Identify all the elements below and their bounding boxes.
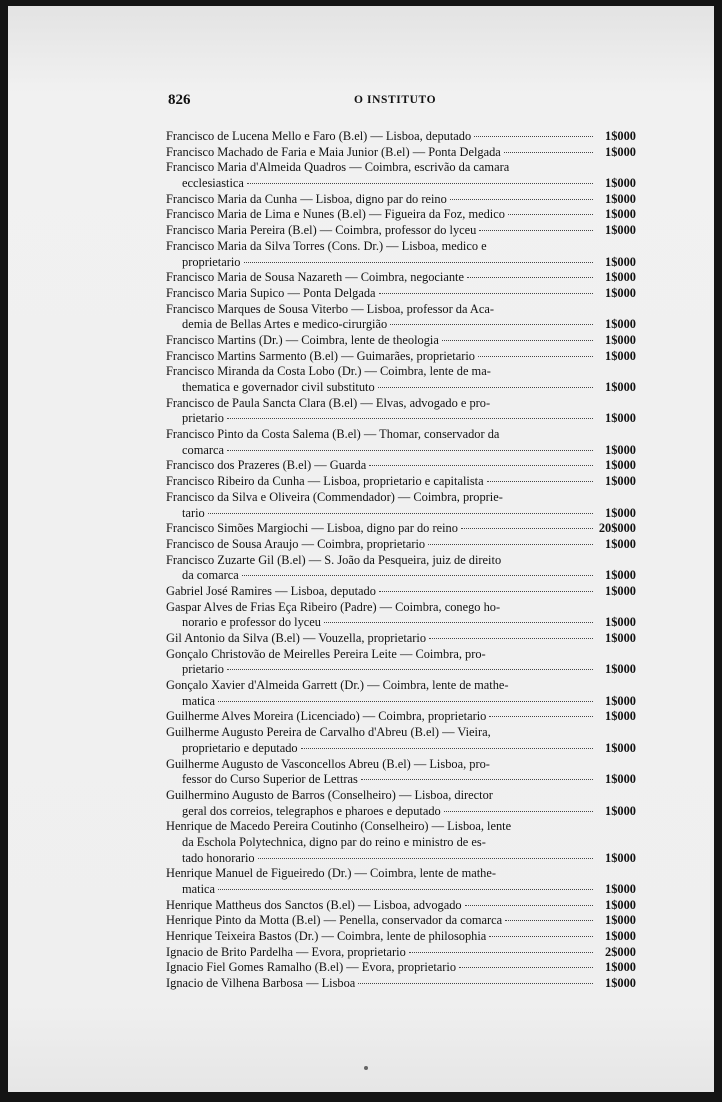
dot-leader <box>428 544 593 545</box>
entry-amount: 1$000 <box>605 631 636 645</box>
print-mark <box>364 1066 368 1070</box>
list-item <box>166 129 636 145</box>
dot-leader <box>390 324 593 325</box>
entry-text: tario <box>182 505 205 520</box>
list-item <box>166 647 636 663</box>
list-item <box>166 474 636 490</box>
entry-text: Francisco Maria da Cunha — Lisboa, digno par do reino <box>166 191 447 206</box>
entry-amount: 1$000 <box>605 442 636 457</box>
entry-text: Francisco dos Prazeres (B.el) — Guarda <box>166 458 367 473</box>
entry-amount: 1$000 <box>605 913 636 928</box>
list-item <box>166 757 636 773</box>
entry-text: tado honorario <box>182 850 255 865</box>
entry-text: Francisco Maria de Lima e Nunes (B.el) — Figueira da Foz, medico <box>166 207 505 222</box>
entry-amount: 1$000 <box>605 317 636 332</box>
entry-text: Henrique Manuel de Figueiredo (Dr.) — Coimbra, lente de mathe- <box>166 866 496 881</box>
entry-text: Francisco Maria da Silva Torres (Cons. Dr.) — Lisboa, medico e <box>166 238 487 253</box>
running-title: O INSTITUTO <box>354 94 437 106</box>
dot-leader <box>227 450 593 451</box>
book-page <box>8 6 714 1092</box>
entry-text: Ignacio Fiel Gomes Ramalho (B.el) — Evora, proprietario <box>166 960 457 975</box>
entry-text: Francisco de Paula Sancta Clara (B.el) — Elvas, advogado e pro- <box>166 395 491 410</box>
entry-text: demia de Bellas Artes e medico-cirurgião <box>182 317 388 332</box>
dot-leader <box>208 513 593 514</box>
dot-leader <box>409 952 593 953</box>
entry-amount: 1$000 <box>605 976 636 991</box>
dot-leader <box>258 858 593 859</box>
entry-amount: 1$000 <box>605 960 636 975</box>
dot-leader <box>369 465 593 466</box>
list-item <box>166 537 636 553</box>
list-item <box>166 882 636 898</box>
entry-text: Francisco Martins Sarmento (B.el) — Guimarães, proprietario <box>166 348 475 363</box>
entry-text: prietario <box>182 662 224 677</box>
entry-text: proprietario e deputado <box>182 740 298 755</box>
entry-amount: 1$000 <box>605 458 636 473</box>
dot-leader <box>358 983 593 984</box>
entry-text: Gonçalo Christovão de Meirelles Pereira Leite — Coimbra, pro- <box>166 646 486 661</box>
entry-amount: 1$000 <box>605 568 636 583</box>
dot-leader <box>218 701 593 702</box>
dot-leader <box>227 669 593 670</box>
list-item <box>166 819 636 835</box>
entry-text: Francisco da Silva e Oliveira (Commendador) — Coimbra, proprie- <box>166 489 503 504</box>
dot-leader <box>218 889 593 890</box>
list-item <box>166 239 636 255</box>
entry-amount: 2$000 <box>605 944 636 959</box>
subscriber-list <box>166 129 636 992</box>
entry-text: Francisco Maria Pereira (B.el) — Coimbra, professor do lyceu <box>166 223 477 238</box>
entry-text: Guilherme Augusto de Vasconcellos Abreu (B.el) — Lisboa, pro- <box>166 756 490 771</box>
list-item <box>166 662 636 678</box>
list-item <box>166 302 636 318</box>
list-item <box>166 145 636 161</box>
list-item <box>166 866 636 882</box>
entry-text: Francisco de Sousa Araujo — Coimbra, proprietario <box>166 536 426 551</box>
dot-leader <box>429 638 593 639</box>
dot-leader <box>442 340 593 341</box>
list-item <box>166 725 636 741</box>
list-item <box>166 192 636 208</box>
list-item <box>166 396 636 412</box>
entry-text: Gabriel José Ramires — Lisboa, deputado <box>166 583 376 598</box>
entry-text: Francisco Simões Margiochi — Lisboa, digno par do reino <box>166 521 458 536</box>
dot-leader <box>505 920 593 921</box>
list-item <box>166 804 636 820</box>
list-item <box>166 349 636 365</box>
entry-text: proprietario <box>182 254 241 269</box>
dot-leader <box>461 528 593 529</box>
list-item <box>166 600 636 616</box>
entry-amount: 20$000 <box>598 521 636 536</box>
list-item <box>166 553 636 569</box>
entry-amount: 1$000 <box>605 505 636 520</box>
entry-text: Gonçalo Xavier d'Almeida Garrett (Dr.) — Coimbra, lente de mathe- <box>166 678 509 693</box>
list-item <box>166 427 636 443</box>
entry-amount: 1$000 <box>605 740 636 755</box>
page-header <box>158 92 628 112</box>
entry-amount: 1$000 <box>605 709 636 724</box>
dot-leader <box>450 199 593 200</box>
entry-text: Ignacio de Vilhena Barbosa — Lisboa <box>166 976 356 991</box>
list-item <box>166 255 636 271</box>
entry-text: Francisco Miranda da Costa Lobo (Dr.) — Coimbra, lente de ma- <box>166 364 491 379</box>
entry-amount: 1$000 <box>605 803 636 818</box>
entry-amount: 1$000 <box>605 772 636 787</box>
list-item <box>166 443 636 459</box>
dot-leader <box>489 716 593 717</box>
list-item <box>166 176 636 192</box>
list-item <box>166 568 636 584</box>
entry-text: geral dos correios, telegraphos e pharoes e deputado <box>182 803 441 818</box>
entry-text: matica <box>182 693 216 708</box>
dot-leader <box>227 418 593 419</box>
entry-amount: 1$000 <box>605 615 636 630</box>
dot-leader <box>379 591 593 592</box>
list-item <box>166 615 636 631</box>
list-item <box>166 960 636 976</box>
list-item <box>166 286 636 302</box>
entry-amount: 1$000 <box>605 411 636 426</box>
entry-amount: 1$000 <box>605 474 636 489</box>
entry-text: fessor do Curso Superior de Lettras <box>182 772 358 787</box>
list-item <box>166 851 636 867</box>
list-item <box>166 631 636 647</box>
entry-text: Francisco Ribeiro da Cunha — Lisboa, proprietario e capitalista <box>166 474 484 489</box>
dot-leader <box>301 748 593 749</box>
dot-leader <box>474 136 593 137</box>
dot-leader <box>465 905 593 906</box>
entry-amount: 1$000 <box>605 662 636 677</box>
list-item <box>166 380 636 396</box>
list-item <box>166 772 636 788</box>
entry-text: da comarca <box>182 568 239 583</box>
list-item <box>166 506 636 522</box>
dot-leader <box>487 481 593 482</box>
dot-leader <box>489 936 593 937</box>
list-item <box>166 458 636 474</box>
dot-leader <box>324 622 593 623</box>
list-item <box>166 207 636 223</box>
dot-leader <box>504 152 593 153</box>
entry-text: Francisco de Lucena Mello e Faro (B.el) — Lisboa, deputado <box>166 129 472 143</box>
entry-text: ecclesiastica <box>182 176 244 191</box>
list-item <box>166 364 636 380</box>
dot-leader <box>378 387 593 388</box>
entry-text: Francisco Maria de Sousa Nazareth — Coimbra, negociante <box>166 270 464 285</box>
entry-amount: 1$000 <box>605 254 636 269</box>
list-item <box>166 976 636 992</box>
entry-text: Francisco Zuzarte Gil (B.el) — S. João da Pesqueira, juiz de direito <box>166 552 502 567</box>
entry-text: Henrique Pinto da Motta (B.el) — Penella, conservador da comarca <box>166 913 503 928</box>
entry-amount: 1$000 <box>605 285 636 300</box>
list-item <box>166 709 636 725</box>
list-item <box>166 678 636 694</box>
dot-leader <box>479 230 593 231</box>
entry-amount: 1$000 <box>605 583 636 598</box>
entry-amount: 1$000 <box>605 536 636 551</box>
list-item <box>166 694 636 710</box>
dot-leader <box>478 356 593 357</box>
list-item <box>166 160 636 176</box>
list-item <box>166 411 636 427</box>
list-item <box>166 788 636 804</box>
entry-text: Gil Antonio da Silva (B.el) — Vouzella, proprietario <box>166 631 427 645</box>
entry-amount: 1$000 <box>605 191 636 206</box>
entry-amount: 1$000 <box>605 176 636 191</box>
entry-text: Guilherme Alves Moreira (Licenciado) — Coimbra, proprietario <box>166 709 487 724</box>
entry-amount: 1$000 <box>605 897 636 912</box>
entry-amount: 1$000 <box>605 129 636 143</box>
entry-text: Henrique de Macedo Pereira Coutinho (Conselheiro) — Lisboa, lente <box>166 819 512 834</box>
list-item <box>166 913 636 929</box>
list-item <box>166 945 636 961</box>
dot-leader <box>247 183 593 184</box>
entry-text: prietario <box>182 411 224 426</box>
dot-leader <box>379 293 593 294</box>
entry-text: Francisco Marques de Sousa Viterbo — Lisboa, professor da Aca- <box>166 301 494 316</box>
entry-amount: 1$000 <box>605 850 636 865</box>
entry-amount: 1$000 <box>605 882 636 896</box>
entry-amount: 1$000 <box>605 332 636 347</box>
entry-amount: 1$000 <box>605 693 636 708</box>
entry-amount: 1$000 <box>605 144 636 159</box>
list-item <box>166 490 636 506</box>
entry-text: Henrique Mattheus dos Sanctos (B.el) — Lisboa, advogado <box>166 897 462 912</box>
dot-leader <box>444 811 593 812</box>
entry-text: comarca <box>182 442 224 457</box>
list-item <box>166 317 636 333</box>
entry-text: Guilherme Augusto Pereira de Carvalho d'Abreu (B.el) — Vieira, <box>166 725 491 740</box>
list-item <box>166 333 636 349</box>
entry-text: matica <box>182 882 216 896</box>
entry-amount: 1$000 <box>605 223 636 238</box>
list-item <box>166 521 636 537</box>
entry-text: Henrique Teixeira Bastos (Dr.) — Coimbra, lente de philosophia <box>166 929 487 944</box>
entry-text: da Eschola Polytechnica, digno par do reino e ministro de es- <box>182 834 486 849</box>
entry-text: Francisco Pinto da Costa Salema (B.el) — Thomar, conservador da <box>166 427 500 442</box>
dot-leader <box>467 277 593 278</box>
list-item <box>166 898 636 914</box>
entry-amount: 1$000 <box>605 929 636 944</box>
entry-text: thematica e governador civil substituto <box>182 380 375 394</box>
entry-text: Francisco Maria d'Almeida Quadros — Coimbra, escrivão da camara <box>166 160 510 175</box>
dot-leader <box>508 214 593 215</box>
list-item <box>166 223 636 239</box>
entry-text: norario e professor do lyceu <box>182 615 322 630</box>
dot-leader <box>361 779 593 780</box>
list-item <box>166 741 636 757</box>
list-item <box>166 929 636 945</box>
dot-leader <box>242 575 593 576</box>
entry-amount: 1$000 <box>605 348 636 363</box>
entry-text: Gaspar Alves de Frias Eça Ribeiro (Padre) — Coimbra, conego ho- <box>166 599 501 614</box>
page-number: 826 <box>168 92 191 108</box>
dot-leader <box>459 967 593 968</box>
entry-text: Ignacio de Brito Pardelha — Evora, proprietario <box>166 944 406 959</box>
dot-leader <box>244 262 594 263</box>
entry-text: Francisco Machado de Faria e Maia Junior (B.el) — Ponta Delgada <box>166 144 501 159</box>
entry-text: Francisco Maria Supico — Ponta Delgada <box>166 285 376 300</box>
entry-amount: 1$000 <box>605 270 636 285</box>
list-item <box>166 270 636 286</box>
entry-amount: 1$000 <box>605 207 636 222</box>
entry-text: Guilhermino Augusto de Barros (Conselheiro) — Lisboa, director <box>166 787 493 802</box>
entry-amount: 1$000 <box>605 380 636 394</box>
list-item <box>166 835 636 851</box>
list-item <box>166 584 636 600</box>
entry-text: Francisco Martins (Dr.) — Coimbra, lente de theologia <box>166 332 439 347</box>
